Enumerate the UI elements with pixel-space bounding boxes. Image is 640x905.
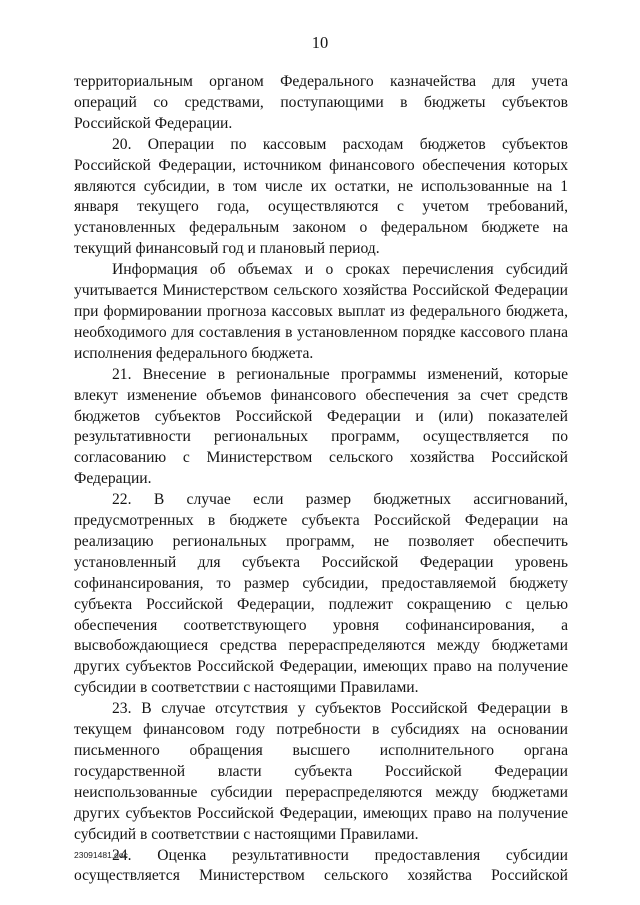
paragraph-item-20: 20. Операции по кассовым расходам бюджетов субъектов Российской Федерации, источником финансового обеспечения которых являются субсидии, в том числе их остатки, не использованные на 1 января текущего года, осуществляются с учетом требований, установленных федеральным законом о федеральном бюджете на текущий финансовый год и плановый период. <box>74 135 568 258</box>
footer-filename: 23091481.doc <box>74 850 128 860</box>
paragraph-item-22: 22. В случае если размер бюджетных ассигнований, предусмотренных в бюджете субъекта Российской Федерации на реализацию региональных программ, не позволяет обеспечить установленный для субъекта Российской Федерации уровень софинансирования, то размер субсидии, предоставляемой бюджету субъекта Российской Федерации, подлежит сокращению с целью обеспечения соответствующего уровня софинансирования, а высвобождающиеся средства перераспределяются между бюджетами других субъектов Российской Федерации, имеющих право на получение субсидии в соответствии с настоящими Правилами. <box>74 491 568 697</box>
paragraph-continuation: территориальным органом Федерального казначейства для учета операций со средствами, поступающими в бюджеты субъектов Российской Федерации. <box>74 73 568 132</box>
paragraph-item-21: 21. Внесение в региональные программы изменений, которые влекут изменение объемов финансового обеспечения за счет средств бюджетов субъектов Российской Федерации и (или) показателей результативности региональных программ, осуществляется по согласованию с Министерством сельского хозяйства Российской Федерации. <box>74 365 568 488</box>
page-number: 10 <box>311 33 329 52</box>
paragraph-subsidy-info: Информация об объемах и о сроках перечисления субсидий учитывается Министерством сельского хозяйства Российской Федерации при формировании прогноза кассовых выплат из федерального бюджета, необходимого для составления в установленном порядке кассового плана исполнения федерального бюджета. <box>74 261 568 362</box>
document-body <box>74 72 568 887</box>
paragraph-item-23: 23. В случае отсутствия у субъектов Российской Федерации в текущем финансовом году потребности в субсидиях на основании письменного обращения высшего исполнительного органа государственной власти субъекта Российской Федерации неиспользованные субсидии перераспределяются между бюджетами других субъектов Российской Федерации, имеющих право на получение субсидий в соответствии с настоящими Правилами. <box>74 700 568 843</box>
paragraph-item-24: 24. Оценка результативности предоставления субсидии осуществляется Министерством сельского хозяйства Российской <box>74 846 568 885</box>
